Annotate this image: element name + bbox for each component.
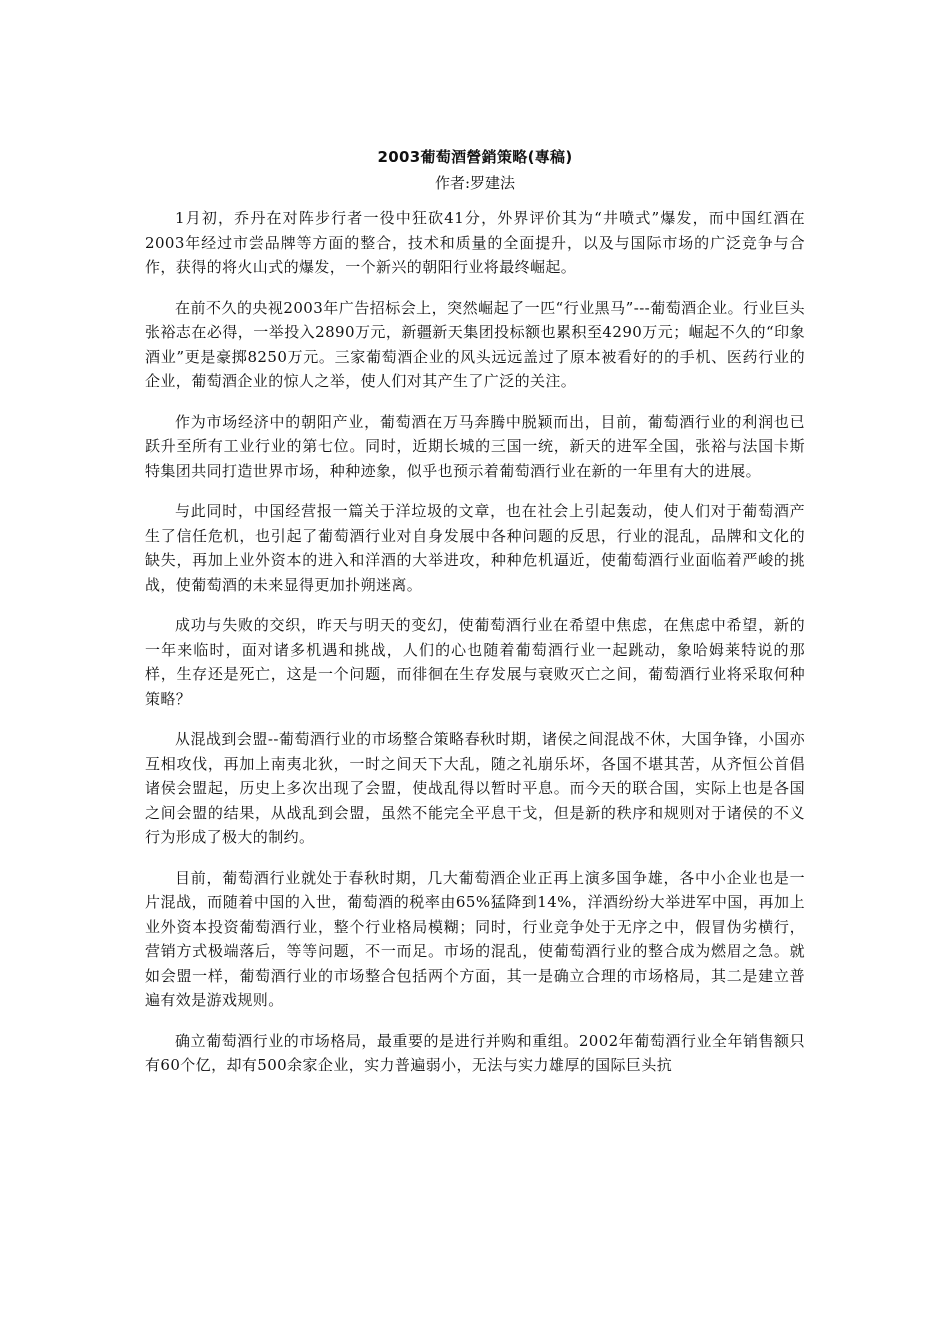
document-body xyxy=(145,206,805,1078)
paragraph-3: 作为市场经济中的朝阳产业，葡萄酒在万马奔腾中脱颖而出，目前，葡萄酒行业的利润也已跃升至所有工业行业的第七位。同时，近期长城的三国一统，新天的进军全国，张裕与法国卡斯特集团共同打造世界市场，种种迹象，似乎也预示着葡萄酒行业在新的一年里有大的进展。 xyxy=(145,412,805,480)
paragraph-2: 在前不久的央视2003年广告招标会上，突然崛起了一匹“行业黑马”---葡萄酒企业。行业巨头张裕志在必得，一举投入2890万元，新疆新天集团投标额也累积至4290万元；崛起不久的“印象酒业”更是豪掷8250万元。三家葡萄酒企业的风头远远盖过了原本被看好的的手机、医药行业的企业，葡萄酒企业的惊人之举，使人们对其产生了广泛的关注。 xyxy=(145,298,805,390)
paragraph-4: 与此同时，中国经营报一篇关于洋垃圾的文章，也在社会上引起轰动，使人们对于葡萄酒产生了信任危机，也引起了葡萄酒行业对自身发展中各种问题的反思，行业的混乱，品牌和文化的缺失，再加上业外资本的进入和洋酒的大举进攻，种种危机逼近，使葡萄酒行业面临着严峻的挑战，使葡萄酒的未来显得更加扑朔迷离。 xyxy=(145,502,805,594)
paragraph-5: 成功与失败的交织，昨天与明天的变幻，使葡萄酒行业在希望中焦虑，在焦虑中希望，新的一年来临时，面对诸多机遇和挑战，人们的心也随着葡萄酒行业一起跳动，象哈姆莱特说的那样，生存还是死亡，这是一个问题，而徘徊在生存发展与衰败灭亡之间，葡萄酒行业将采取何种策略？ xyxy=(145,616,805,708)
paragraph-6: 从混战到会盟--葡萄酒行业的市场整合策略春秋时期，诸侯之间混战不休，大国争锋，小国亦互相攻伐，再加上南夷北狄，一时之间天下大乱，随之礼崩乐坏，各国不堪其苦，从齐恒公首倡诸侯会盟起，历史上多次出现了会盟，使战乱得以暂时平息。而今天的联合国，实际上也是各国之间会盟的结果，从战乱到会盟，虽然不能完全平息干戈，但是新的秩序和规则对于诸侯的不义行为形成了极大的制约。 xyxy=(145,730,805,846)
paragraph-8: 确立葡萄酒行业的市场格局，最重要的是进行并购和重组。2002年葡萄酒行业全年销售额只有60个亿，却有500余家企业，实力普遍弱小，无法与实力雄厚的国际巨头抗 xyxy=(145,1031,805,1074)
paragraph-1: 1月初，乔丹在对阵步行者一役中狂砍41分，外界评价其为“井喷式”爆发，而中国红酒在2003年经过市尝品牌等方面的整合，技术和质量的全面提升，以及与国际市场的广泛竞争与合作，获得的将火山式的爆发，一个新兴的朝阳行业将最终崛起。 xyxy=(145,209,805,276)
document-content xyxy=(145,146,805,1094)
document-author: 作者:罗建法 xyxy=(434,174,516,192)
paragraph-7: 目前，葡萄酒行业就处于春秋时期，几大葡萄酒企业正再上演多国争雄，各中小企业也是一片混战，而随着中国的入世，葡萄酒的税率由65%猛降到14%，洋酒纷纷大举进军中国，再加上业外资本投资葡萄酒行业，整个行业格局模糊；同时，行业竞争处于无序之中，假冒伪劣横行，营销方式极端落后，等等问题，不一而足。市场的混乱，使葡萄酒行业的整合成为燃眉之急。就如会盟一样，葡萄酒行业的市场整合包括两个方面，其一是确立合理的市场格局，其二是建立普遍有效是游戏规则。 xyxy=(145,868,805,1009)
document-title: 2003葡萄酒營銷策略(專稿) xyxy=(377,148,573,166)
